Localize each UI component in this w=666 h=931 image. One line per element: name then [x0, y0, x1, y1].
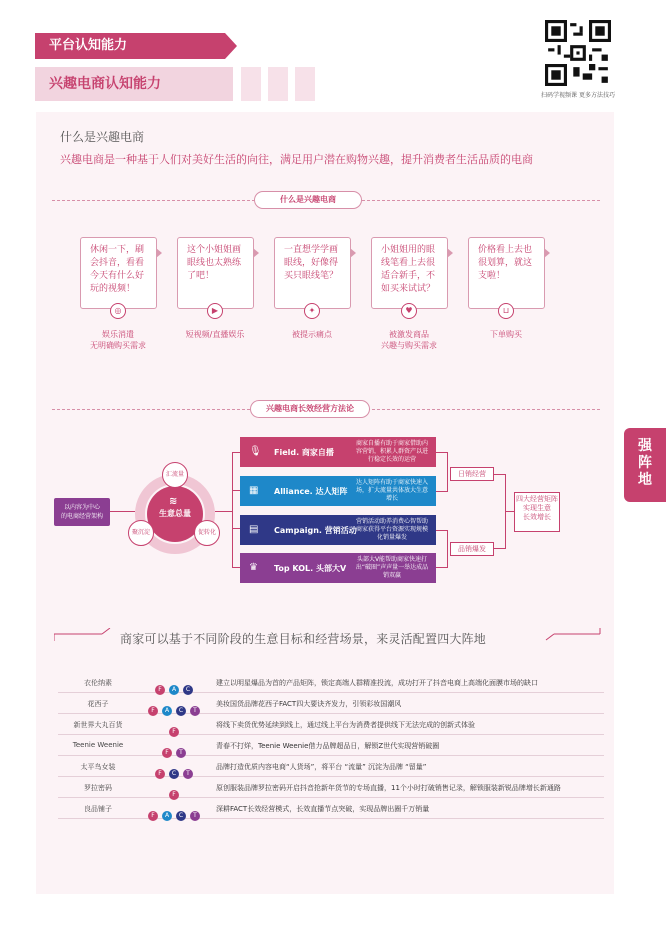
brand-name: 衣伦纳素	[84, 679, 112, 687]
band-field: 🎙 Field. 商家自播 商家自播有助于商家借助内容营销，积累人群资产以进行稳定长效的运营	[240, 437, 436, 467]
connector	[110, 511, 135, 512]
decorative-block	[295, 67, 315, 101]
strategy-dot: T	[190, 706, 200, 716]
strategy-dot: A	[169, 685, 179, 695]
table-row	[58, 777, 604, 798]
strategy-dot: F	[155, 685, 165, 695]
strategy-dot: F	[148, 811, 158, 821]
section-title: 商家可以基于不同阶段的生意目标和经营场景，来灵活配置四大阵地	[120, 632, 487, 646]
journey-card: 这个小姐姐画眼线也太熟练了吧！	[177, 237, 254, 309]
table-row	[58, 672, 604, 693]
tag-burst-sales: 品销爆发	[450, 542, 494, 556]
brand-name: 良品铺子	[84, 805, 112, 813]
table-row	[58, 756, 604, 777]
architecture-box: 以内容为中心 的电商经营架构	[54, 498, 110, 526]
title-deco-left	[54, 628, 114, 642]
journey-label: 被激发商品 兴趣与购买需求	[381, 330, 437, 350]
brand-description: 品牌打造优质内容电商“人货场”，将平台 “流量” 沉淀为品牌 “留量”	[216, 763, 427, 771]
journey-label: 被提示痛点	[292, 330, 332, 339]
decorative-block	[268, 67, 288, 101]
brand-name: 罗拉密码	[84, 784, 112, 792]
crown-icon: ♛	[249, 562, 258, 573]
brace-line	[215, 511, 232, 512]
table-row	[58, 693, 604, 714]
strategy-dot: C	[169, 769, 179, 779]
layers-icon: ≋	[169, 496, 178, 507]
journey-label: 下单购买	[490, 330, 522, 339]
qr-code	[545, 20, 611, 86]
brand-description: 原创服装品牌罗拉密码开启抖音抢新年货节的专场直播，11个小时打破销售记录，解锁服装新锐品牌增长新通路	[216, 784, 561, 792]
bracket	[436, 452, 448, 492]
strategy-dot: T	[190, 811, 200, 821]
side-tab-char: 地	[638, 472, 652, 488]
bracket	[436, 530, 448, 568]
strategy-dot: C	[176, 811, 186, 821]
table-row	[58, 714, 604, 735]
brand-description: 深耕FACT长效经营模式，长效直播节点突破，实现品牌出圈千万销量	[216, 805, 430, 813]
band-top-kol: ♛ Top KOL. 头部大V 头部大V能帮助商家快速打出“破圈”声声量一举达成品销双赢	[240, 553, 436, 583]
play-icon: ▶	[207, 303, 223, 319]
strategy-dot: T	[176, 748, 186, 758]
brand-name: 新世界大丸百货	[73, 721, 123, 729]
brand-description: 将线下卖货优势延续到线上，通过线上平台为消费者提供线下无法完成的创新式体验	[216, 721, 475, 729]
heart-icon: ♥	[401, 303, 417, 319]
table-row	[58, 735, 604, 756]
node-retention: 聚沉淀	[128, 520, 154, 546]
section-subtitle: 兴趣电商认知能力	[35, 67, 233, 101]
node-conversion: 促转化	[194, 520, 220, 546]
strategy-dot: C	[183, 685, 193, 695]
intro-description: 兴趣电商是一种基于人们对美好生活的向往，满足用户潜在购物兴趣，提升消费者生活品质的电商	[60, 153, 533, 166]
gamepad-icon: ◎	[110, 303, 126, 319]
tag-daily-sales: 日销经营	[450, 467, 494, 481]
grid-icon: ▦	[249, 485, 259, 496]
brand-name: 花西子	[87, 700, 109, 708]
journey-card: 小姐姐用的眼线笔看上去很适合新手，不如买来试试？	[371, 237, 448, 309]
brace-line	[232, 452, 233, 568]
section-pill: 兴趣电商长效经营方法论	[250, 400, 370, 418]
mic-icon: 🎙	[249, 446, 262, 457]
journey-card: 一直想学学画眼线，好像得买只眼线笔？	[274, 237, 351, 309]
side-tab-char: 强	[638, 438, 652, 454]
four-matrix-box: 四大经营矩阵 实现生意 长效增长	[514, 492, 560, 532]
brace-line	[232, 528, 240, 529]
brand-description: 建立以明星爆品为首的产品矩阵，锁定高端人群精准投流，成功打开了抖音电商上高端化面膜市场的缺口	[216, 679, 538, 687]
brand-name: Teenie Weenie	[72, 741, 124, 749]
section-header-tag: 平台认知能力	[35, 33, 225, 59]
journey-card: 价格看上去也很划算，就这支啦！	[468, 237, 545, 309]
band-alliance: ▦ Alliance. 达人矩阵 达人矩阵有助于商家快速入场，扩大流量共体放大生意增长	[240, 476, 436, 506]
qr-caption: 扫码学视频课 更多方法技巧	[541, 92, 615, 99]
section-pill: 什么是兴趣电商	[254, 191, 362, 209]
strategy-dot: F	[148, 706, 158, 716]
strategy-dot: A	[162, 811, 172, 821]
brand-name: 太平鸟女装	[80, 763, 116, 771]
journey-label: 短视频/直播娱乐	[185, 330, 245, 339]
table-row	[58, 798, 604, 819]
node-traffic: 汇流量	[162, 462, 188, 488]
journey-label: 娱乐消遣 无明确购买需求	[90, 330, 146, 350]
brand-description: 美妆国货品牌花西子FACT四大要诀齐发力，引领彩妆国潮风	[216, 700, 402, 708]
connector	[506, 511, 514, 512]
brace-line	[232, 567, 240, 568]
strategy-dot: F	[169, 790, 179, 800]
strategy-dot: F	[162, 748, 172, 758]
strategy-dot: A	[162, 706, 172, 716]
journey-card: 休闲一下，刷会抖音，看看今天有什么好玩的视频！	[80, 237, 157, 309]
brace-line	[232, 452, 240, 453]
strategy-dots	[138, 802, 210, 821]
intro-title: 什么是兴趣电商	[60, 130, 145, 144]
band-campaign: ▤ Campaign. 营销活动 营销活动助养消费心智帮助商家获得平台资源实现规模化销量爆发	[240, 515, 436, 545]
brace-line	[232, 490, 240, 491]
brand-description: 青春不打烊，Teenie Weenie借力品牌超品日，解锁Z世代实现营销破圈	[216, 742, 440, 750]
side-tab	[624, 428, 666, 502]
side-tab-char: 阵	[638, 455, 652, 471]
strategy-dot: F	[169, 727, 179, 737]
cart-icon: ⊔	[498, 303, 514, 319]
decorative-block	[241, 67, 261, 101]
lightbulb-icon: ✦	[304, 303, 320, 319]
doc-icon: ▤	[249, 524, 259, 535]
strategy-dot: T	[183, 769, 193, 779]
strategy-dot: C	[176, 706, 186, 716]
strategy-dot: F	[155, 769, 165, 779]
business-volume-core: ≋ 生意总量	[147, 486, 203, 542]
title-deco-right	[542, 628, 602, 642]
bracket	[494, 474, 506, 549]
